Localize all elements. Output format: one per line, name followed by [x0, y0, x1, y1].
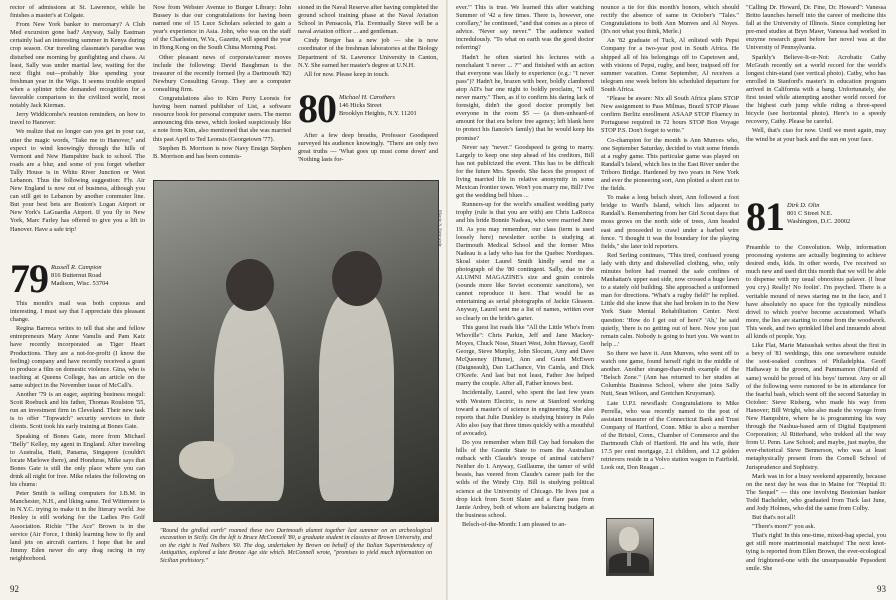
- paragraph: That's right! In this one-time, mixed-bag special, you get still more matrimonial matchups! The next knot-tying is reported from Ellen Brown, the ever-ecological and frightened-one with the unsurpassable Pepsodent smile. She: [746, 532, 886, 572]
- paragraph: We realize that no longer can you get in your car, utter the magic words, "Take me to Hanover," and expect to wind knowingly through the hills of Vermont and New Hampshire back to school. The roads are a blur, and some of you forget whether Tally House is in White River Junction or West Lebanon. Thus the following suggestion: Fly. Air New England is now out of business, although you can still get to Lebanon by another commuter line. But your best bets are Boston's Logan Airport or New York's LaGuardia Airport. If you fly to New York, Marc Farley has offered to give you a lift to Hanover. Have a safe trip!: [10, 128, 145, 233]
- paragraph: This guest list reads like "All the Little Who's from Whoville": Chris Parkin, Jeff and Jane Mackey-Moyes, Chuck Nose, Stuart West, John Havsay, Geoff George, Steve Murphy, John Slocum, Amy and Dave McQueeney (Hume), Ann and Grant McEwen (Daigneault), Dan LaChance, Vin Cainla, and Dick O'Keefe. And last but not least, Father Joe helped marry the couple. After all, Father knows best.: [456, 323, 594, 388]
- paragraph: Cindy Berger has a new job — she is now coordinator of the freshman laboratories at the Biology Department of St. Lawrence University in Canton, N.Y. She earned her master's degree at U.N.H.: [298, 37, 438, 69]
- photo-caption: "Round the girdled earth" roamed these two Dartmouth alumni together last summer on an archeological excavation in Sicily. On the left is Bruce McConnell '80, a graduate student in classics at Brown University, and on the right is Ned Nalbers '60. The dog, undertaken by Brown on behalf of the Italian Superintendency of Antiquities, explored a late Bronze Age site which. McConnell wrote, "promises to yield much information on Sicilian prehistory.": [160, 528, 432, 564]
- paragraph: Late U.P.I. newsflash: Congratulations to Mike Perrella, who was recently named to the post of assistant treasurer of the Connecticut Bank and Trust Company of Hartford, Conn. Mike is also a member of the Bristol, Conn., Chamber of Commerce and the Dartmouth Club of Hartford. He and his wife, their 17.5 per cent mortgage, 2.1 children, and 1.2 golden retrievers reside in a Volvo station wagon in Fairfield. Look out, Don Reagan ...: [601, 399, 739, 472]
- class-secretary-address: [51, 264, 109, 288]
- paragraph: Incidentally, Laurel, who spent the last few years with Western Electric, is now at Stanford working toward a master's of science in engineering. She also reports that Julie Dunkley is studying history in Palo Alto also (say that three times quickly with a mouthful of avocado).: [456, 389, 594, 437]
- paragraph: Regina Barreca writes to tell that she and fellow entrepreneurs Mary Anne Vanulis and Pam Katz have recently incorporated as Tiger Heart Productions. They are a not-for-profit (I know the feeling) company and have recently received a grant to produce a film on domestic violence. Gina, who is teaching at Queens College, has an article on the same subject in the November issue of McCall's.: [10, 325, 145, 389]
- paragraph: Hadn't he often started his lectures with a nonchalant 'I never ... ?'" and finished with an action that everyone was likely to experience (e.g.: "I never pass")? Hadn't he, brazen with beer, boldly clambered atop AD's bar one night to boldly proclaim, "I will never marry." Then, as if to confirm his daring lack of foresight, didn't the good doctor promptly bet everyone in the room $5 — (a then-unheard-of amount for that era before free agency; left blank here to protect his fiancée's family) that he would keep his promise?: [456, 53, 594, 142]
- left-col-3b: [298, 132, 438, 174]
- address-line-2: Madison, Wisc. 53704: [51, 280, 109, 287]
- address-line-1: 146 Hicks Street: [339, 102, 382, 109]
- address-line-1: 816 Butternut Road: [51, 272, 102, 279]
- class-80-header: [298, 86, 438, 131]
- paragraph: So there we have it. Ann Munves, who went off to watch one game, found herself right in the middle of another. Another stranger-than-truth example of the "Belsch Zone." (Ann has returned to her studies at Columbia Business School, where she joins Sally Nutt, Sean Wilson, and Gretchen Kruysman).: [601, 349, 739, 398]
- paragraph: Preamble to the Convolution. Welp, information processing systems are actually beginning to achieve desired ends, kids. In other words, I've received so much new and used dirt this month that we will be able to dispense with my usual obnoxious palaver. (I hear you cry.) Really! No foolin'. I'm psyched. There is a veritable mound of news staring me in the face, and I have absolutely no space for the typically mindless drivel to which you've become accustomed. What's more, the lies are starting to come from the woodwork. This week, and two sprinkled libel and innuendo about all kinds of people. Yay.: [746, 244, 886, 341]
- paragraph: Peter Smith is selling computers for I.B.M. in Manchester, N.H., and liking same. Ted Wittemore is in N.Y.C. trying to make it in the literary world. Joe Henley is still working for the Ladies Pro Golf Association. Richie "The Ace" Brown is in the service (Air Force, I think) learning how to fly and land jets on aircraft carriers. I hope that he and Jimmy Eden never do any drag racing in my neighborhood.: [10, 490, 145, 562]
- paragraph: Runners-up for the world's smallest wedding party trophy (rule is that you are with) are Chris LaRocca and his bride Bonnie Nadeau, who were married June 19. As you may remember, our class (term is used loosely here) newsletter scribe is studying at Dartmouth Medical School and the former Miss Nadeau is a lady who has for the Quebec Nordiques. Skoal sister Laurel Smith kindly send me a photograph of the '80 contingent. Sally, due to the ALUMNI MAGAZINE's size and grain controls (sounds more like Soviet economic sanctions), we cannot reproduce it here. That would be as entertaining as serial photographs of Jackie Gleason. Anyway, Laurel sent me a list of names, written ever so clearly on the bride's garter.: [456, 201, 594, 322]
- secretary-name: Michael H. Carothers: [339, 94, 396, 101]
- class-79-header: [10, 256, 145, 301]
- paragraph: After a few deep breaths, Professor Goodspeed surveyed his audience knowingly. "There are only two great truths — 'What goes up must come down' and 'Nothing lasts for-: [298, 132, 438, 164]
- paragraph: "Please be aware: Nix all South Africa plans STOP New assignment to Pass Miltnas, Brazil STOP Please confirm Berlitz enrollment ASAAP STOP Fluency in Portuguese required in 72 hours STOP Bon Voyage STOP P.S. Don't forget to write.": [601, 95, 739, 135]
- paragraph: Well, that's ciao for now. Until we meet again, may the wind be at your back and the sun on your face.: [746, 127, 886, 143]
- address-line-2: Brooklyn Heights, N.Y. 11201: [339, 110, 417, 117]
- right-col-3b: [746, 244, 886, 584]
- right-col-2: [601, 4, 739, 514]
- paragraph: Another '79 is an eager, aspiring business mogul: Scott Roebuck and his father, Thomas Roulston '55, run an investment firm in Cleveland. Their new task is to offer "Topwatch" security services to their clients. Scott took his early training at Bones Gate.: [10, 391, 145, 431]
- left-col-3: [298, 4, 438, 84]
- paragraph: Red Serling continues, "This tired, confused young lady with dirty and dishevelled clothing, who, only minutes before had roamed the safe confines of Manhattan's upper east side, now crossed a huge lawn to a stately old building. She approached a uniformed man for directions. 'What's a rugby field?' he replied. Little did she know that she had broken in to the New York State Mental Rehabilitation Center. Next question: 'How do I get out of here?' 'Ah,' he said quietly, 'there is no getting out of here. Now you just remain calm. Nobody is going to hurt you. We want to help ...': [601, 251, 739, 348]
- left-col-1: [10, 4, 145, 244]
- paragraph: nounce a tie for this month's honors, which should rectify the absence of same in October's "Tales." Congratulations to both Ann Munves and Al Noyes. (It's not what you think, Merle.): [601, 4, 739, 36]
- paragraph: Now from Webster Avenue to Burger Library: John Bussey is due our congratulations for having been named one of 15 Luce Scholars selected to gain a year's experience in Asia. John, who was on the staff of the Charleston, W.Va., Gazette, will spend the year in Hong Kong on the South China Morning Post.: [153, 4, 291, 52]
- paragraph: Never say "never." Goodspeed is going to marry. Largely to keep one step ahead of his creditors, Bill has not publicized the event. This has to be difficult for the future Mrs. Speedo. She faces the prospect of living married life in relative anonymity in some Mexican frontier town. Won't you marry me, Bill? I've got the wedding bell blues ...: [456, 143, 594, 200]
- class-year-number: 79: [10, 256, 48, 301]
- paragraph: "There's more?" you ask.: [752, 523, 816, 531]
- paragraph: Stephen B. Morrison is now Navy Ensign Stephen B. Morrison and has been commis-: [153, 144, 291, 160]
- paragraph: But that's not all!: [752, 514, 796, 522]
- class-secretary-address: [339, 94, 417, 118]
- right-col-3: [746, 4, 886, 194]
- right-col-1: [456, 4, 594, 584]
- paragraph: Co-champion for the month is Ann Munves who, one September Saturday, decided to visit some friends at a rugby game. This particular game was played on Randall's Island, which lies in the East River under the Triboro Bridge. Hardened by two years in New York and ever the pioneering sort, Ann plotted a short cut to the fields.: [601, 136, 739, 193]
- paragraph: All for now. Please keep in touch.: [304, 70, 390, 78]
- secretary-name: Russell R. Campion: [51, 264, 102, 271]
- class-year-number: 80: [298, 86, 336, 131]
- archeology-photo: [153, 180, 439, 522]
- paragraph: rector of admissions at St. Lawrence, while he finishes a master's at Colgate.: [10, 4, 145, 20]
- paragraph: Belsch-of-the-Month: I am pleased to an-: [462, 520, 567, 528]
- paragraph: Congratulations also to Kim Perry Leonsis for having been named publisher of List, a software resource book for personal computer users. The memo announcing this news, which looked suspiciously like a note from Kim, also mentioned that she was married this past April to Ted Leonsis (Georgetown '77).: [153, 95, 291, 143]
- address-line-2: Washington, D.C. 20002: [787, 218, 851, 225]
- mike-perrella-portrait: [606, 518, 654, 576]
- paragraph: Mark was in for a busy weekend apparently, because on the next day he was due in Maine for "Nuptial II: The Sequel" — this one involving Bostonian banker Todd Bachelder, who graduated from Tuck last June, and Jody Holmes, who did the same from Colby.: [746, 472, 886, 512]
- page-number: 93: [877, 584, 886, 594]
- paragraph: An '82 graduate of Tuck, Al enlisted with Pepsi Company for a two-year post in South Africa. He shipped all of his belongings off to Capetown and, with visions of Pepsi, rugby, and beer, traipsed off for summer vacation. Come September, Al receives a telegram one week before his scheduled departure for South Africa.: [601, 37, 739, 93]
- paragraph: Jerry Widdicombe's reunion reminders, on how to travel to Hanover:: [10, 111, 145, 127]
- paragraph: sioned in the Naval Reserve after having completed the ground school training phase at the Naval Aviation School in Pensacola, Fla. Eventually Steve will be a naval aviation officer ... and gentleman.: [298, 4, 438, 36]
- left-col-1b: [10, 300, 145, 580]
- paragraph: Speaking of Bones Gate, more from Michael "Belly" Kelley, my agent in England. After traveling to Australia, Haiti, Panama, Singapore (couldn't locate Marlowe there), and Honduras, Mike says that Bones Gate is still the only place where you can drink all night for free. Mike relates the following on his chums:: [10, 432, 145, 489]
- class-81-header: [746, 194, 886, 239]
- paragraph: ever.'" This is true. We learned this after watching Summer of '42 a few times. There is, however, one corollary," he continued, "and that comes as a piece of advice. 'Never say never.'" The audience waited incredulously. "To what on earth was the good doctor referring?: [456, 4, 594, 52]
- paragraph: Like Flat, Marie Matsushak writes about the first in a bevy of '81 weddings, this one somewhere outside the soot-soaked confines of Philadelphia. Geoff Hathaway is the groom, and Pammamon (Harold of same) would be proud of his boys' turnout. Any or all of the following were rumored to be in attendance for the fearful bash, which went off the second Saturday in October: Steve Risberg, who made his way from Hanover; Bill Wright, who also made the voyage from New Hampshire, where he is programming his way through the Nashua-based arm of Digital Equipment Corporation; Al Ritterband, who trekked all the way from U. Penn. Law School; and maybe, just maybe, the ever-rhetorical Steve Bennerson, who was at least metaphysically present from the Cornell School of Jurisprudence and Sophistry.: [746, 342, 886, 471]
- paragraph: Sparkly's Believe-It-or-Not: Acrobatic Cathy McGrath recently set a world record for the world's longest chin-stand (see vertical photo). Cathy, who has enrolled in Stanford's master's in education program arrived in California with a bang. Unfortunately, she first tested while attempting another world record for the highest curb jump while riding a three-speed bicycle (see horizontal photo). Here's to a speedy recovery, Cathy. Please be careful.: [746, 53, 886, 126]
- class-secretary-address: [787, 202, 850, 226]
- left-col-2: [153, 4, 291, 174]
- paragraph: This month's mail was both copious and interesting. I must say that I appreciate this pleasant change.: [10, 300, 145, 324]
- paragraph: From New York banker to mercenary? A Club Med excursion gone bad? Anyway, Sally Eastman certainly had an interesting summer in Kenya during crop season. Our traveling classmate's paradise was disturbed one morning by gunfighting and chaos. At least, Sally was under martial law, waiting for the next flight out—probably like spending your freshman year in the Wigs. It seems trouble erupted when a splinter tribe demanded recognition for a favorable comparison to the civilized world, most notably Jack Kiernan.: [10, 21, 145, 110]
- address-line-1: 801 C Street N.E.: [787, 210, 833, 217]
- paragraph: To make a long belsch short, Ann followed a foot bridge to Ward's Island, which lies adjacent to Randall's. Remembering from her Girl Scout days that moss grows on the north side of trees, Ann headed east and proceeded to crawl under a barbed wire fence. "I thought it was the boundary for the playing fields," she later told reporters.: [601, 194, 739, 250]
- paragraph: Do you remember when Bill Cay had forsaken the hills of the Granite State to roam the Australian outback with Claude's troupe of animal catchers? Neither do I. Anyway, Guillaume, the tamer of wild beasts, has veered from Claude's career path for the wilds of the Windy City. Bill is studying political science at the University of Chicago. He lives just a drop kick from Scott Slater and a flare pass from Jamie Ardrey, both of whom are balancing budgets at the business school.: [456, 438, 594, 519]
- paragraph: "Calling Dr. Howard, Dr. Fine, Dr. Howard": Vanessa Britto launches herself into the career of medicine this fall at the University of Illinois. Since completing her pre-med studies at Bryn Mawr, Vanessa had worked in enzyme research grant before her novel was at the University of Pennsylvania.: [746, 4, 886, 52]
- photo-credit: Martin S. Steinwede: [438, 210, 443, 247]
- paragraph: Other pleasant news of corporate/career moves include the following: David Baughman is the treasurer of the recently formed (by a Dartmouth '82) Newbury Consulting Group. They are a computer consulting firm.: [153, 53, 291, 93]
- page-number: 92: [10, 584, 19, 594]
- secretary-name: Dirk D. Olin: [787, 202, 820, 209]
- right-page: [448, 0, 896, 600]
- class-year-number: 81: [746, 194, 784, 239]
